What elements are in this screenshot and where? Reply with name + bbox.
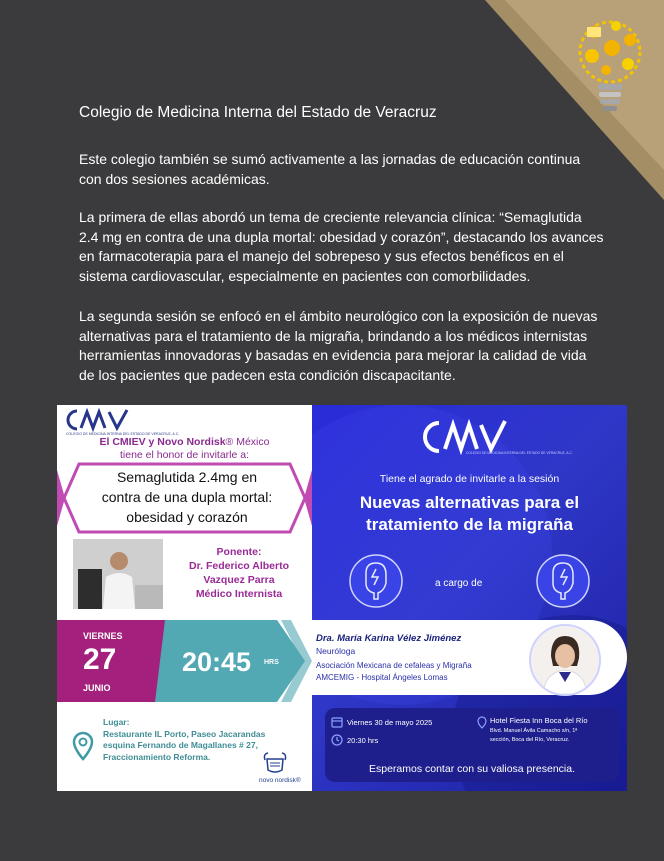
invite-line-2: tiene el honor de invitarle a: [120,449,249,461]
location-icon [477,716,487,729]
invite-hosts: El CMIEV y Novo Nordisk [99,436,226,448]
event-month: JUNIO [83,683,111,693]
lugar-address: Restaurante IL Porto, Paseo Jacarandas esquina Fernando de Magallanes # 27, Fraccionamiento Reforma. [103,728,266,762]
flyer-semaglutida [57,405,312,791]
speaker-photo [73,539,163,609]
cmiv-logo-white-icon [421,419,511,455]
event-flyers [57,405,627,791]
novo-nordisk-bull-icon [261,750,289,776]
speaker-info [169,545,309,601]
invite-country: ® México [225,436,270,448]
speaker-card [312,620,627,695]
talk-title: Semaglutida 2.4mg en contra de una dupla mortal: obesidad y corazón [101,469,273,525]
event-weekday: VIERNES [83,631,123,641]
closing-message: Esperamos contar con su valiosa presencia. [368,763,576,775]
session-title-line1: Nuevas alternativas para el [359,493,580,512]
session-title [312,492,627,536]
cmiv-logo-icon [65,408,135,432]
event-time-right: 20:30 hrs [347,736,379,745]
section-heading: Colegio de Medicina Interna del Estado de Veracruz [79,104,437,121]
a-cargo-de: a cargo de [435,578,483,589]
migraine-head-icon-2 [535,553,591,609]
event-hrs: HRS [264,659,279,666]
paragraph-intro: Este colegio también se sumó activamente a las jornadas de educación continua con dos sesiones académicas. [79,151,581,187]
event-date: Viernes 30 de mayo 2025 [347,718,433,727]
ponente-name: Dr. Federico Alberto Vazquez Parra [189,560,289,586]
location-pin-icon [71,731,95,761]
session-title-line2: tratamiento de la migraña [366,515,573,534]
speaker-photo-placeholder [73,539,163,609]
event-time: 20:45 [182,647,252,677]
speaker-name: Dra. María Karina Vélez Jiménez [316,633,462,644]
speaker-role: Neuróloga [316,646,356,656]
flyer-migrana [312,405,627,791]
ponente-role: Médico Internista [195,588,283,600]
clock-icon [331,734,343,746]
venue-info [103,717,273,763]
speaker-photo-right [529,624,601,696]
speaker-hospital: AMCEMIG - Hospital Ángeles Lomas [316,673,448,682]
lightbulb-icon [570,12,650,120]
ponente-label: Ponente: [216,546,262,558]
sponsor-name: novo nordisk® [259,777,301,784]
cmiv-subtitle-right: COLEGIO DE MEDICINA INTERNA DEL ESTADO DE VERACRUZ, A.C. [466,451,573,455]
speaker-portrait-placeholder [531,626,599,694]
session-intro: Tiene el agrado de invitarle a la sesión [379,473,560,485]
event-details [325,708,619,782]
venue-address-2: sección, Boca del Río, Veracruz. [490,737,570,743]
paragraph-session-two: La segunda sesión se enfocó en el ámbito neurológico con la exposición de nuevas alternativas para el tratamiento de la migraña, brindando a los médicos internistas herramientas innovadoras y basadas en evidencia para mejorar la calidad de vida de los pacientes que padecen esta condición discapacitante. [79,308,598,383]
migraine-head-icon [348,553,404,609]
paragraph-session-one: La primera de ellas abordó un tema de creciente relevancia clínica: “Semaglutida 2.4 mg en contra de una dupla mortal: obesidad y corazón”, destacando los avances en farmacoterapia para el manejo del sobrepeso y sus efectos benéficos en el sistema cardiovascular, especialmente en pacientes con comorbilidades. [79,209,604,284]
invite-line-1 [57,436,312,448]
venue-address-1: Blvd. Manuel Ávila Camacho s/n, 1ª [490,728,578,734]
cmiv-subtitle: COLEGIO DE MEDICINA INTERNA DEL ESTADO DE VERACRUZ, A.C. [66,432,180,436]
calendar-icon [331,716,343,728]
speaker-association: Asociación Mexicana de cefaleas y Migraña [316,661,472,670]
event-day: 27 [83,643,117,676]
venue-name: Hotel Fiesta Inn Boca del Río [490,716,588,725]
lugar-label: Lugar: [103,717,130,727]
